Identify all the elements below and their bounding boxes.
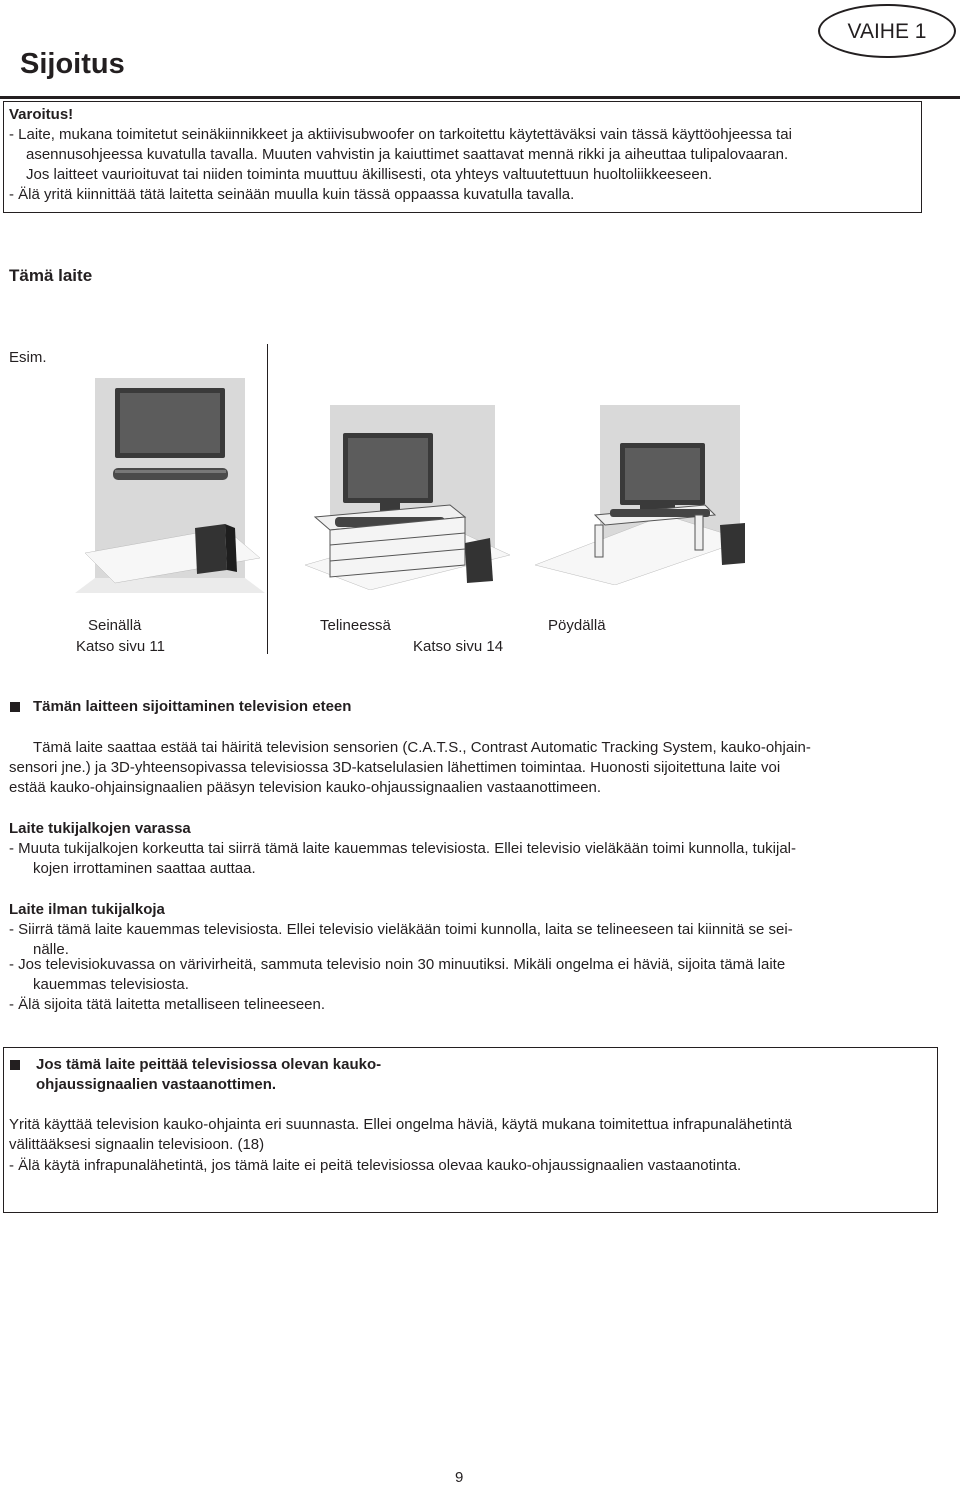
without-feet-text: - Älä sijoita tätä laitetta metalliseen telineeseen. (9, 996, 326, 1013)
warning-line: - Laite, mukana toimitetut seinäkiinnikkeet ja aktiivisubwoofer on tarkoitettu käytettäväksi vain tässä käyttöohjeessa tai (9, 126, 792, 143)
title-divider (0, 96, 960, 99)
wall-placement-illustration (75, 378, 265, 593)
section-front-text: estää kauko-ohjainsignaalien pääsyn television kauko-ohjaussignaalien vastaanottimeen. (9, 779, 602, 796)
section-front-heading: Tämän laitteen sijoittaminen television eteen (33, 698, 352, 715)
with-feet-heading: Laite tukijalkojen varassa (9, 820, 191, 837)
without-feet-text: nälle. (33, 941, 69, 958)
with-feet-text: - Muuta tukijalkojen korkeutta tai siirrä tämä laite kauemmas televisiosta. Ellei televisio vieläkään toimi kunnolla, tukijal- (9, 840, 797, 857)
warning-line: - Älä yritä kiinnittää tätä laitetta seinään muulla kuin tässä oppaassa kuvatulla tavalla. (9, 186, 575, 203)
bullet-icon (10, 1060, 20, 1070)
placement-divider (267, 344, 268, 654)
placement-label-table: Pöydällä (548, 617, 606, 634)
section-front-text: sensori jne.) ja 3D-yhteensopivassa televisiossa 3D-katselulasien lähettimen toimintaa. Huonosti sijoitettuna laite voi (9, 759, 781, 776)
remote-box-heading: ohjaussignaalien vastaanottimen. (36, 1076, 277, 1093)
remote-box-text: Yritä käyttää television kauko-ohjainta eri suunnasta. Ellei ongelma häviä, käytä mukana toimitettua infrapunalähetintä (9, 1116, 792, 1133)
step-badge: VAIHE 1 (818, 4, 956, 58)
bullet-icon (10, 702, 20, 712)
subwoofer-icon (465, 538, 493, 583)
remote-box-text: - Älä käytä infrapunalähetintä, jos tämä laite ei peitä televisiossa olevaa kauko-ohjaussignaalien vastaanotinta. (9, 1157, 742, 1174)
without-feet-text: - Jos televisiokuvassa on värivirheitä, sammuta televisio noin 30 minuutiksi. Mikäli ongelma ei häviä, sijoita tämä laite (9, 956, 786, 973)
warning-box (3, 101, 922, 213)
soundbar-icon (113, 468, 228, 480)
warning-line: asennusohjeessa kuvatulla tavalla. Muuten vahvistin ja kaiuttimet saattavat mennä rikki ja aiheuttaa tulipalovaaran. (26, 146, 789, 163)
subwoofer-icon (195, 524, 227, 574)
remote-box-text: välittääksesi signaalin televisioon. (18) (9, 1136, 265, 1153)
placement-label-wall: Seinällä (88, 617, 142, 634)
this-unit-heading: Tämä laite (9, 266, 93, 285)
without-feet-text: - Siirrä tämä laite kauemmas televisiosta. Ellei televisio vieläkään toimi kunnolla, laita se telineeseen tai kiinnitä se sei- (9, 921, 793, 938)
section-front-text: Tämä laite saattaa estää tai häiritä television sensorien (C.A.T.S., Contrast Automatic Tracking System, kauko-ohjain- (33, 739, 811, 756)
example-label: Esim. (9, 349, 47, 366)
page-title: Sijoitus (20, 48, 125, 80)
subwoofer-icon (720, 523, 745, 565)
page-number: 9 (455, 1469, 464, 1486)
placement-ref-stand: Katso sivu 14 (413, 638, 504, 655)
placement-label-stand: Telineessä (320, 617, 391, 634)
without-feet-text: kauemmas televisiosta. (33, 976, 189, 993)
placement-ref-wall: Katso sivu 11 (76, 638, 165, 655)
remote-box-heading: Jos tämä laite peittää televisiossa olevan kauko- (36, 1056, 382, 1073)
table-placement-illustration (535, 405, 745, 585)
stand-placement-illustration (305, 405, 510, 590)
without-feet-heading: Laite ilman tukijalkoja (9, 901, 165, 918)
warning-heading: Varoitus! (9, 106, 74, 123)
with-feet-text: kojen irrottaminen saattaa auttaa. (33, 860, 256, 877)
warning-line: Jos laitteet vaurioituvat tai niiden toiminta muuttuu äkillisesti, ota yhteys valtuutettuun huoltoliikkeeseen. (26, 166, 713, 183)
